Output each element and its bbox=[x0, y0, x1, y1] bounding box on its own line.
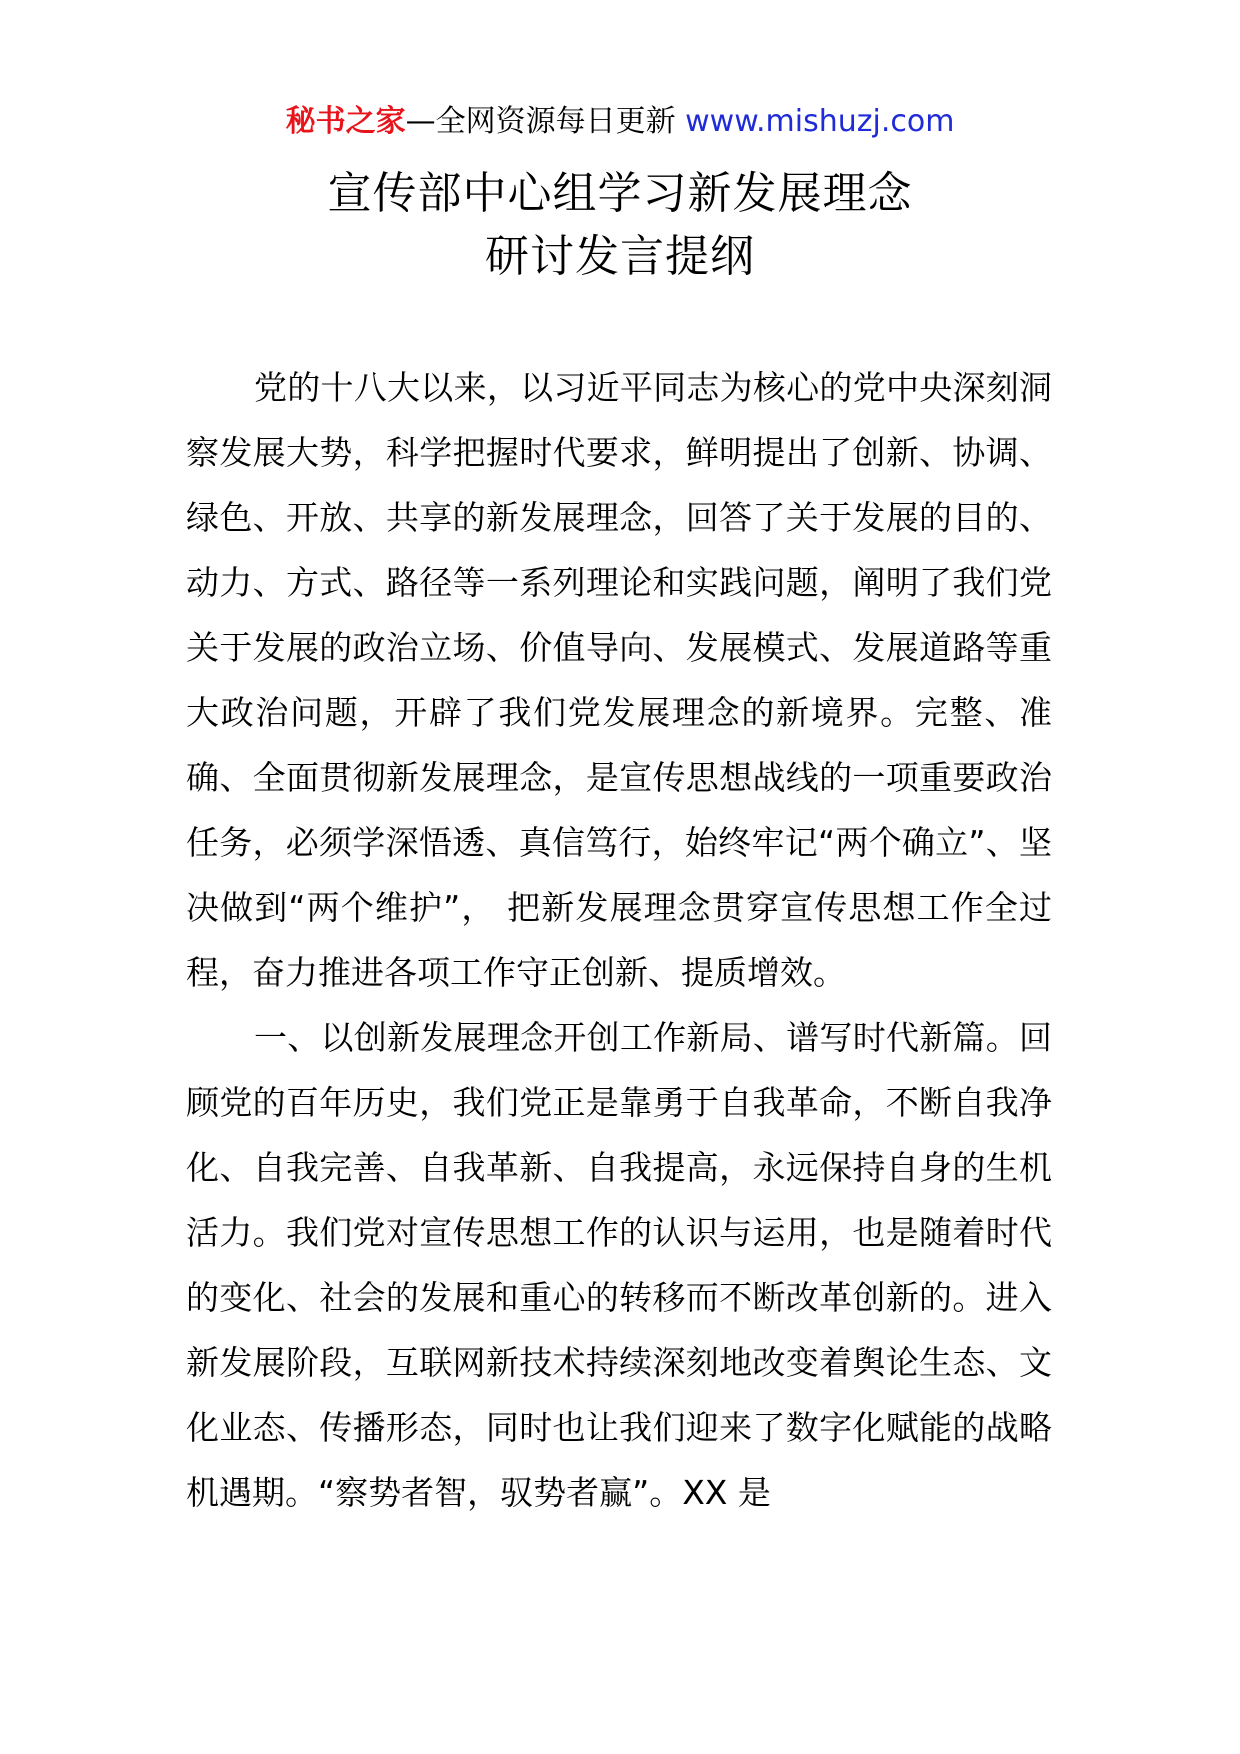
document-title-line-2: 研讨发言提纲 bbox=[485, 231, 755, 282]
document-body bbox=[186, 355, 1052, 1525]
document-title-line-1: 宣传部中心组学习新发展理念 bbox=[327, 168, 913, 219]
site-header bbox=[0, 102, 1240, 142]
paragraph-section-1: 一、以创新发展理念开创工作新局、谱写时代新篇。回顾党的百年历史，我们党正是靠勇于自我革命，不断自我净化、自我完善、自我革新、自我提高，永远保持自身的生机活力。我们党对宣传思想工作的认识与运用，也是随着时代的变化、社会的发展和重心的转移而不断改革创新的。进入新发展阶段，互联网新技术持续深刻地改变着舆论生态、文化业态、传播形态，同时也让我们迎来了数字化赋能的战略机遇期。“察势者智，驭势者赢”。XX 是 bbox=[186, 1018, 1052, 1512]
site-url[interactable]: www.mishuzj.com bbox=[685, 104, 955, 139]
header-tagline: —全网资源每日更新 bbox=[405, 104, 686, 139]
paragraph-intro: 党的十八大以来，以习近平同志为核心的党中央深刻洞察发展大势，科学把握时代要求，鲜明提出了创新、协调、绿色、开放、共享的新发展理念，回答了关于发展的目的、动力、方式、路径等一系列理论和实践问题，阐明了我们党关于发展的政治立场、价值导向、发展模式、发展道路等重大政治问题，开辟了我们党发展理念的新境界。完整、准确、全面贯彻新发展理念，是宣传思想战线的一项重要政治任务，必须学深悟透、真信笃行，始终牢记“两个确立”、坚决做到“两个维护”， 把新发展理念贯穿宣传思想工作全过程，奋力推进各项工作守正创新、提质增效。 bbox=[186, 368, 1052, 992]
brand-name: 秘书之家 bbox=[285, 104, 406, 139]
